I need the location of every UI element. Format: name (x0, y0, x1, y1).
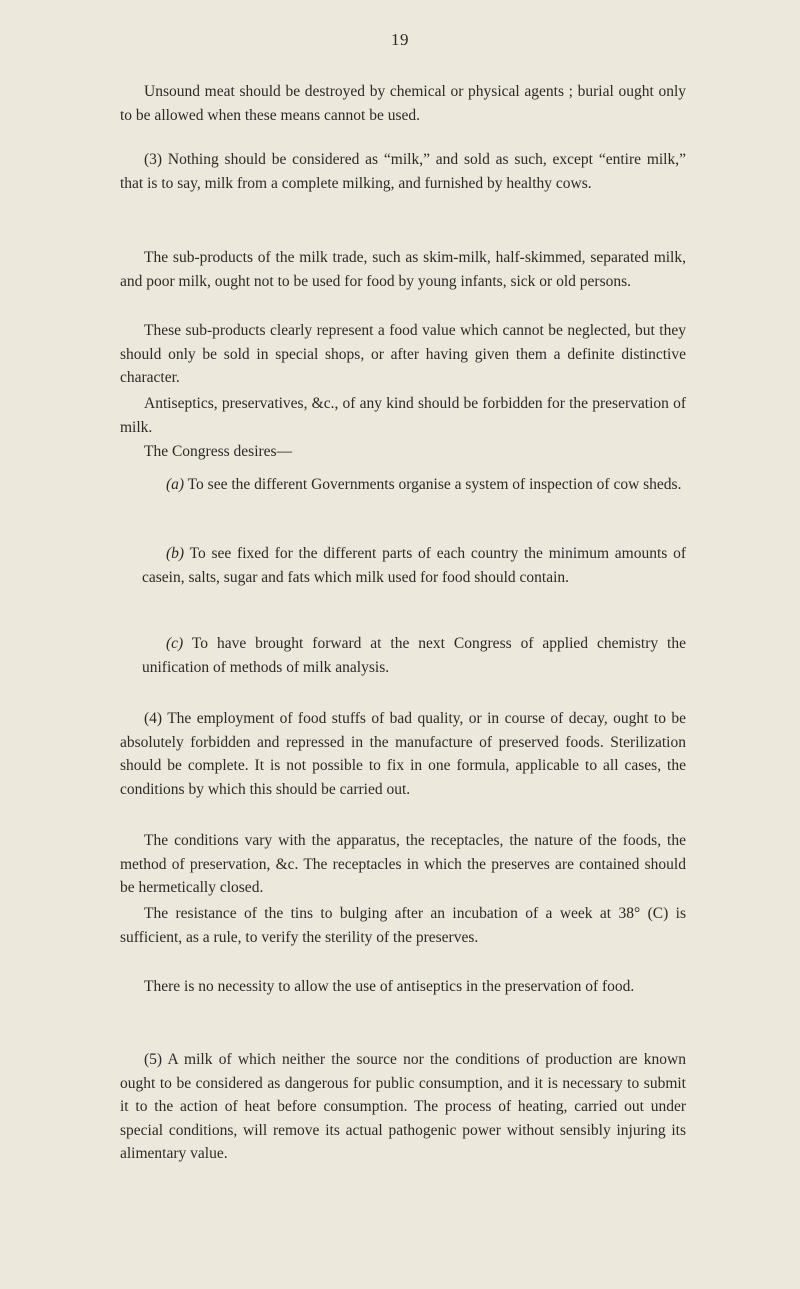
paragraph-section-4-food-stuffs: (4) The employment of food stuffs of bad quality, or in course of decay, ought to be absolutely forbidden and repressed in the manufacture of preserved foods. Sterilization should be complete. It is not possible to fix in one formula, applicable to all cases, the conditions by which this should be carried out. (120, 710, 686, 798)
paragraph-sub-products: The sub-products of the milk trade, such as skim-milk, half-skimmed, separated milk, and poor milk, ought not to be used for food by young infants, sick or old persons. (120, 249, 686, 290)
list-label-c: (c) (166, 635, 184, 652)
paragraph-congress-desires: The Congress desires— (144, 443, 293, 460)
list-text-a: To see the different Governments organise a system of inspection of cow sheds. (184, 476, 682, 493)
paragraph-sub-products-value: These sub-products clearly represent a food value which cannot be neglected, but they should only be sold in special shops, or after having given them a definite distinctive character. (120, 322, 686, 386)
list-item-b (120, 542, 686, 589)
page-number: 19 (391, 30, 409, 49)
list-label-a: (a) (166, 476, 185, 493)
list-text-c: To have brought forward at the next Congress of applied chemistry the unification of methods of milk analysis. (142, 635, 686, 676)
list-label-b: (b) (166, 545, 185, 562)
paragraph-section-5-milk-heat: (5) A milk of which neither the source nor the conditions of production are known ought to be considered as dangerous for public consumption, and it is necessary to submit it to the action of heat before consumption. The process of heating, carried out under special conditions, will remove its actual pathogenic power without sensibly injuring its alimentary value. (120, 1051, 686, 1162)
paragraph-antiseptics-milk: Antiseptics, preservatives, &c., of any kind should be forbidden for the preservation of milk. (120, 395, 686, 436)
paragraph-conditions-vary: The conditions vary with the apparatus, the receptacles, the nature of the foods, the method of preservation, &c. The receptacles in which the preserves are contained should be hermetically closed. (120, 832, 686, 896)
paragraph-no-antiseptics: There is no necessity to allow the use of antiseptics in the preservation of food. (144, 978, 635, 995)
list-item-c (120, 632, 686, 679)
paragraph-tin-resistance: The resistance of the tins to bulging after an incubation of a week at 38° (C) is sufficient, as a rule, to verify the sterility of the preserves. (120, 905, 686, 946)
paragraph-unsound-meat: Unsound meat should be destroyed by chemical or physical agents ; burial ought only to be allowed when these means cannot be used. (120, 83, 686, 124)
paragraph-section-3-milk: (3) Nothing should be considered as “milk,” and sold as such, except “entire milk,” that is to say, milk from a complete milking, and furnished by healthy cows. (120, 151, 686, 192)
list-item-a (120, 473, 686, 497)
list-text-b: To see fixed for the different parts of each country the minimum amounts of casein, salts, sugar and fats which milk used for food should contain. (142, 545, 686, 586)
